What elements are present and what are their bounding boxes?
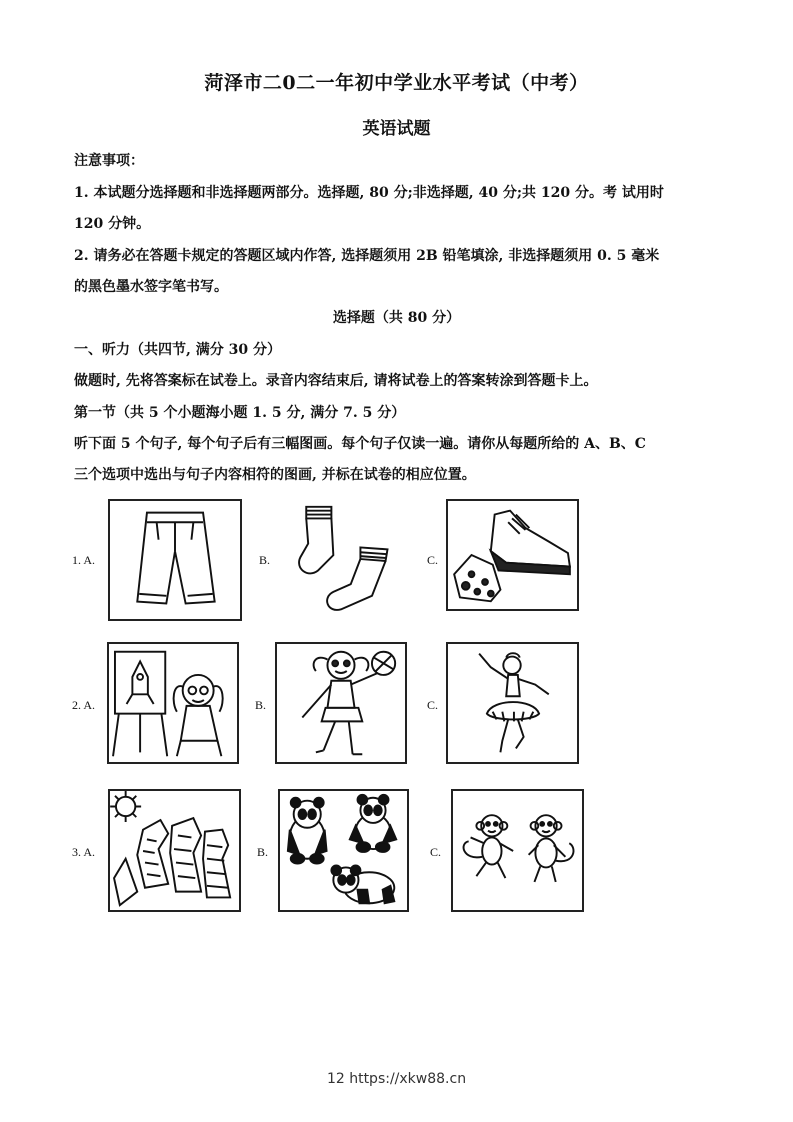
q1-option-b-label: B. (259, 553, 271, 567)
choice-section-header: 选择题（共 80 分） (332, 310, 461, 326)
q1-option-c-label: C. (427, 553, 439, 567)
notice-item-2-line-2: 的黑色墨水签字笔书写。 (74, 279, 228, 295)
q2-option-b-label: B. (255, 698, 267, 712)
page-subtitle: 英语试题 (362, 119, 431, 139)
sneakers-icon (448, 501, 577, 609)
socks-icon (279, 501, 407, 619)
q1-option-a-picture[interactable] (108, 499, 242, 621)
page-title: 菏泽市二0二一年初中学业水平考试（中考） (204, 72, 589, 94)
notice-item-2-line-1: 2. 请务必在答题卡规定的答题区域内作答, 选择题须用 2B 铅笔填涂, 非选择题须用 0. 5 毫米 (74, 248, 660, 264)
q3-option-a-label: 3. A. (72, 845, 96, 859)
q3-option-a-picture[interactable] (108, 789, 241, 912)
q3-option-b-picture[interactable] (278, 789, 409, 912)
q1-option-b-picture[interactable] (277, 499, 409, 621)
monkeys-icon (453, 791, 582, 910)
shorts-icon (110, 501, 240, 619)
ballerina-icon (448, 644, 577, 762)
tigers-icon (110, 791, 239, 910)
q2-option-c-picture[interactable] (446, 642, 579, 764)
q1-option-a-label: 1. A. (72, 553, 96, 567)
part1-instruction: 做题时, 先将答案标在试卷上。录音内容结束后, 请将试卷上的答案转涂到答题卡上。 (74, 373, 598, 389)
q2-option-c-label: C. (427, 698, 439, 712)
girl-with-ball-icon (277, 644, 405, 762)
sub1-desc-line-1: 听下面 5 个句子, 每个句子后有三幅图画。每个句子仅读一遍。请你从每题所给的 A、B、C (74, 436, 646, 452)
q3-option-c-label: C. (430, 845, 442, 859)
q3-option-c-picture[interactable] (451, 789, 584, 912)
sub1-title: 第一节（共 5 个小题海小题 1. 5 分, 满分 7. 5 分） (74, 405, 406, 421)
q2-option-a-label: 2. A. (72, 698, 96, 712)
sub1-desc-line-2: 三个选项中选出与句子内容相符的图画, 并标在试卷的相应位置。 (74, 467, 476, 483)
q2-option-a-picture[interactable] (107, 642, 239, 764)
notice-item-1-line-2: 120 分钟。 (74, 216, 151, 232)
girl-painting-icon (109, 644, 237, 762)
page-footer: 12 https://xkw88.cn (326, 1071, 467, 1087)
pandas-icon (280, 791, 407, 910)
q2-option-b-picture[interactable] (275, 642, 407, 764)
q1-option-c-picture[interactable] (446, 499, 579, 611)
notice-heading: 注意事项： (74, 153, 144, 169)
q3-option-b-label: B. (257, 845, 269, 859)
part1-title: 一、听力（共四节, 满分 30 分） (74, 342, 281, 358)
notice-item-1-line-1: 1. 本试题分选择题和非选择题两部分。选择题, 80 分;非选择题, 40 分;共 120 分。考 试用时 (74, 185, 664, 201)
